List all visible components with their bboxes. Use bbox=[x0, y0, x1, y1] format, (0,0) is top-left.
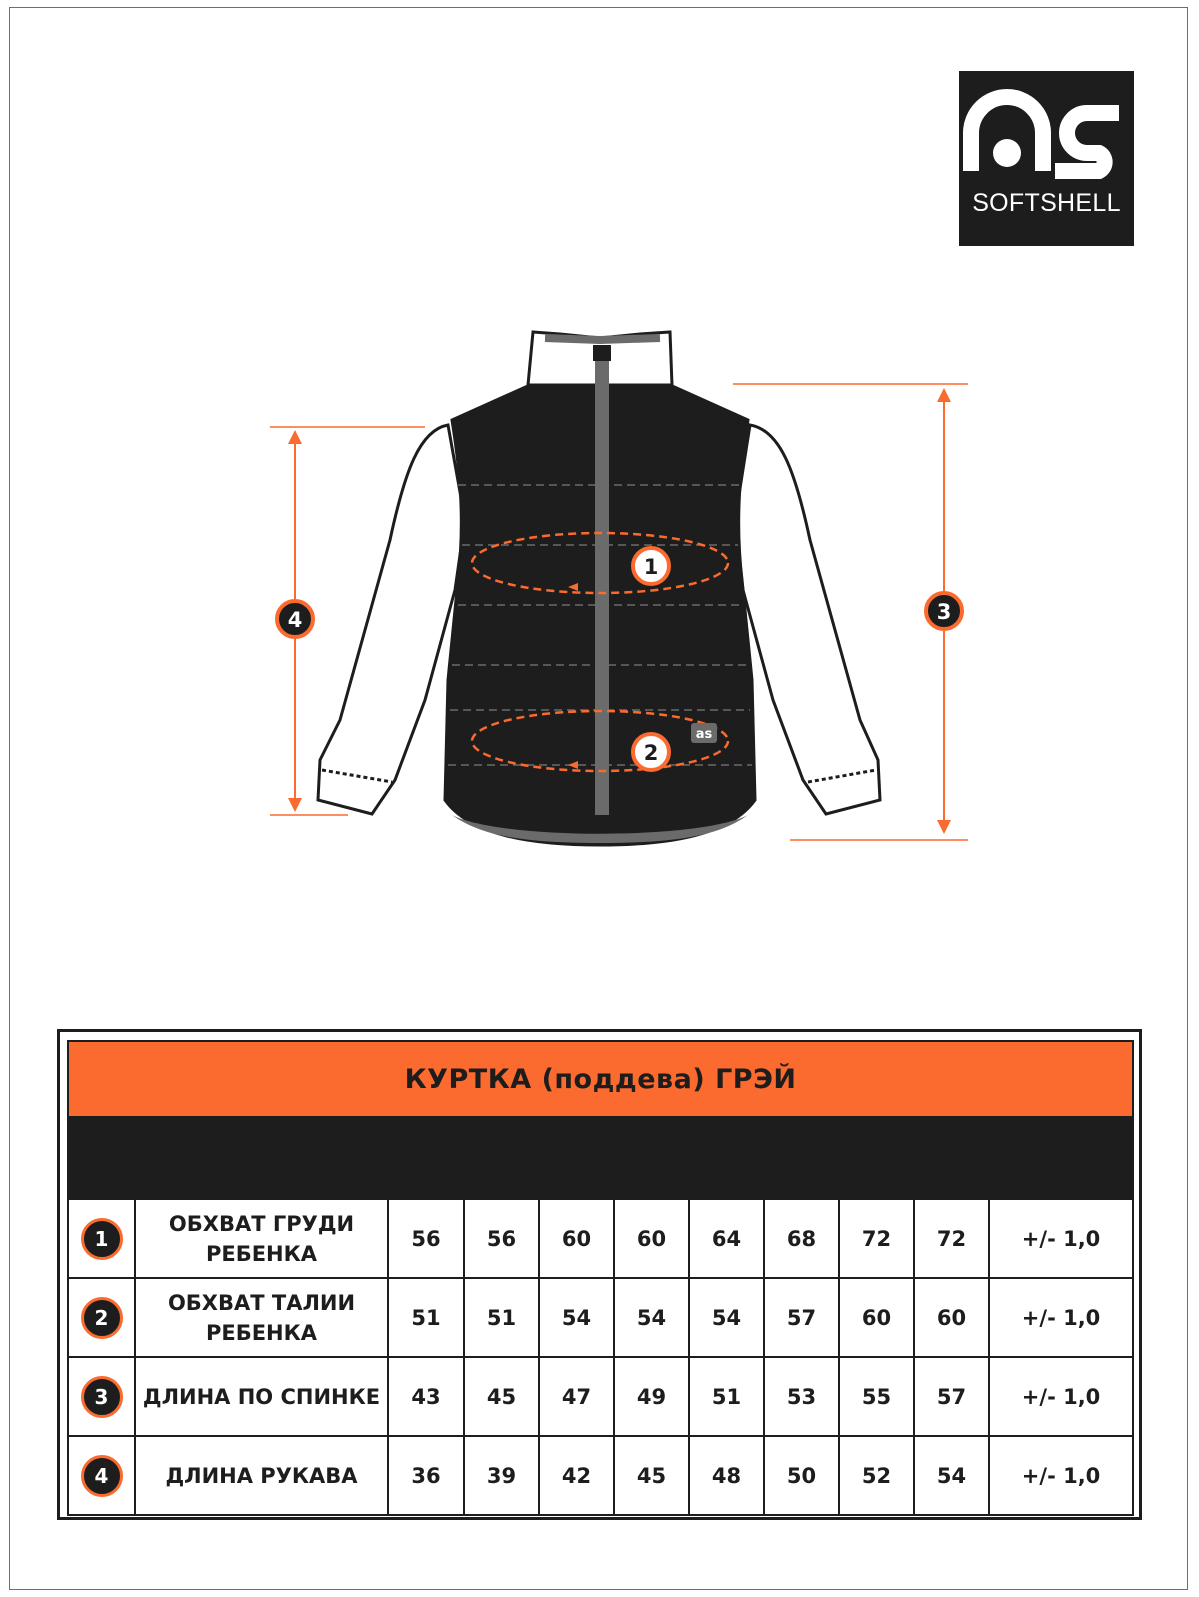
name-line2: РЕБЕНКА bbox=[205, 1320, 318, 1345]
marker-2-label: 2 bbox=[643, 741, 659, 765]
value-cell: 54 bbox=[539, 1278, 614, 1357]
value-cell: 54 bbox=[614, 1278, 689, 1357]
value-cell: 60 bbox=[839, 1278, 914, 1357]
header-number: № bbox=[68, 1117, 135, 1199]
value-cell: 36 bbox=[388, 1436, 464, 1515]
table-row bbox=[68, 1357, 1133, 1436]
row-badge: 4 bbox=[81, 1455, 123, 1497]
header-size-122: 122 bbox=[614, 1117, 689, 1199]
header-tol-line1: ДОПУСТИМОЕ bbox=[996, 1127, 1127, 1147]
value-cell: 47 bbox=[539, 1357, 614, 1436]
value-cell: 54 bbox=[689, 1278, 764, 1357]
measurement-name bbox=[135, 1357, 388, 1436]
value-cell: 51 bbox=[689, 1357, 764, 1436]
table-header-row bbox=[68, 1117, 1133, 1199]
brand-patch-text: as bbox=[695, 727, 713, 742]
left-sleeve bbox=[318, 425, 465, 814]
tolerance-cell: +/- 1,0 bbox=[989, 1357, 1133, 1436]
header-size-140: 140 bbox=[839, 1117, 914, 1199]
name-line1: ОБХВАТ ТАЛИИ bbox=[167, 1290, 356, 1315]
right-sleeve bbox=[735, 425, 880, 814]
name-line1: ОБХВАТ ГРУДИ bbox=[168, 1211, 355, 1236]
header-name-line1: НАИМЕНОВАНИЕ bbox=[142, 1129, 381, 1157]
header-tol-line3: (+/-СМ) bbox=[1026, 1169, 1096, 1189]
measurement-name bbox=[135, 1199, 388, 1278]
value-cell: 56 bbox=[388, 1199, 464, 1278]
measurement-name bbox=[135, 1278, 388, 1357]
header-name-line2: ИЗМЕРЕНИЯ bbox=[174, 1158, 349, 1186]
value-cell: 55 bbox=[839, 1357, 914, 1436]
marker-4-label: 4 bbox=[287, 608, 303, 632]
row-badge: 3 bbox=[81, 1376, 123, 1418]
header-size-146: 146 bbox=[914, 1117, 989, 1199]
value-cell: 49 bbox=[614, 1357, 689, 1436]
header-size-116: 116 bbox=[539, 1117, 614, 1199]
zipper bbox=[595, 345, 609, 815]
header-measurement-name bbox=[135, 1117, 388, 1199]
table-title: КУРТКА (поддева) ГРЭЙ bbox=[68, 1041, 1133, 1117]
value-cell: 39 bbox=[464, 1436, 539, 1515]
header-tolerance bbox=[989, 1117, 1133, 1199]
header-size-110: 110 bbox=[464, 1117, 539, 1199]
name-line1: ДЛИНА ПО СПИНКЕ bbox=[142, 1384, 381, 1409]
value-cell: 60 bbox=[914, 1278, 989, 1357]
value-cell: 72 bbox=[914, 1199, 989, 1278]
value-cell: 72 bbox=[839, 1199, 914, 1278]
value-cell: 52 bbox=[839, 1436, 914, 1515]
name-line2: РЕБЕНКА bbox=[205, 1241, 318, 1266]
tolerance-cell: +/- 1,0 bbox=[989, 1199, 1133, 1278]
header-tol-line2: ОТКЛОНЕНИЕ bbox=[997, 1148, 1125, 1168]
value-cell: 57 bbox=[914, 1357, 989, 1436]
header-size-128: 128 bbox=[689, 1117, 764, 1199]
header-size-104: 104 bbox=[388, 1117, 464, 1199]
value-cell: 50 bbox=[764, 1436, 839, 1515]
value-cell: 51 bbox=[464, 1278, 539, 1357]
value-cell: 64 bbox=[689, 1199, 764, 1278]
value-cell: 53 bbox=[764, 1357, 839, 1436]
row-badge: 1 bbox=[81, 1218, 123, 1260]
value-cell: 60 bbox=[539, 1199, 614, 1278]
value-cell: 48 bbox=[689, 1436, 764, 1515]
table-row bbox=[68, 1436, 1133, 1515]
header-size-134: 134 bbox=[764, 1117, 839, 1199]
size-table bbox=[67, 1040, 1134, 1516]
row-number-cell bbox=[68, 1278, 135, 1357]
row-number-cell bbox=[68, 1436, 135, 1515]
value-cell: 45 bbox=[464, 1357, 539, 1436]
value-cell: 60 bbox=[614, 1199, 689, 1278]
table-row bbox=[68, 1278, 1133, 1357]
table-title-row bbox=[68, 1041, 1133, 1117]
value-cell: 54 bbox=[914, 1436, 989, 1515]
tolerance-cell: +/- 1,0 bbox=[989, 1436, 1133, 1515]
measurement-name bbox=[135, 1436, 388, 1515]
marker-3-label: 3 bbox=[936, 600, 952, 624]
marker-1-label: 1 bbox=[643, 555, 659, 579]
row-number-cell bbox=[68, 1357, 135, 1436]
logo-text: SOFTSHELL bbox=[972, 189, 1121, 217]
value-cell: 68 bbox=[764, 1199, 839, 1278]
value-cell: 51 bbox=[388, 1278, 464, 1357]
name-line1: ДЛИНА РУКАВА bbox=[165, 1463, 358, 1488]
value-cell: 42 bbox=[539, 1436, 614, 1515]
table-row bbox=[68, 1199, 1133, 1278]
row-number-cell bbox=[68, 1199, 135, 1278]
row-badge: 2 bbox=[81, 1297, 123, 1339]
value-cell: 43 bbox=[388, 1357, 464, 1436]
value-cell: 57 bbox=[764, 1278, 839, 1357]
value-cell: 45 bbox=[614, 1436, 689, 1515]
tolerance-cell: +/- 1,0 bbox=[989, 1278, 1133, 1357]
value-cell: 56 bbox=[464, 1199, 539, 1278]
